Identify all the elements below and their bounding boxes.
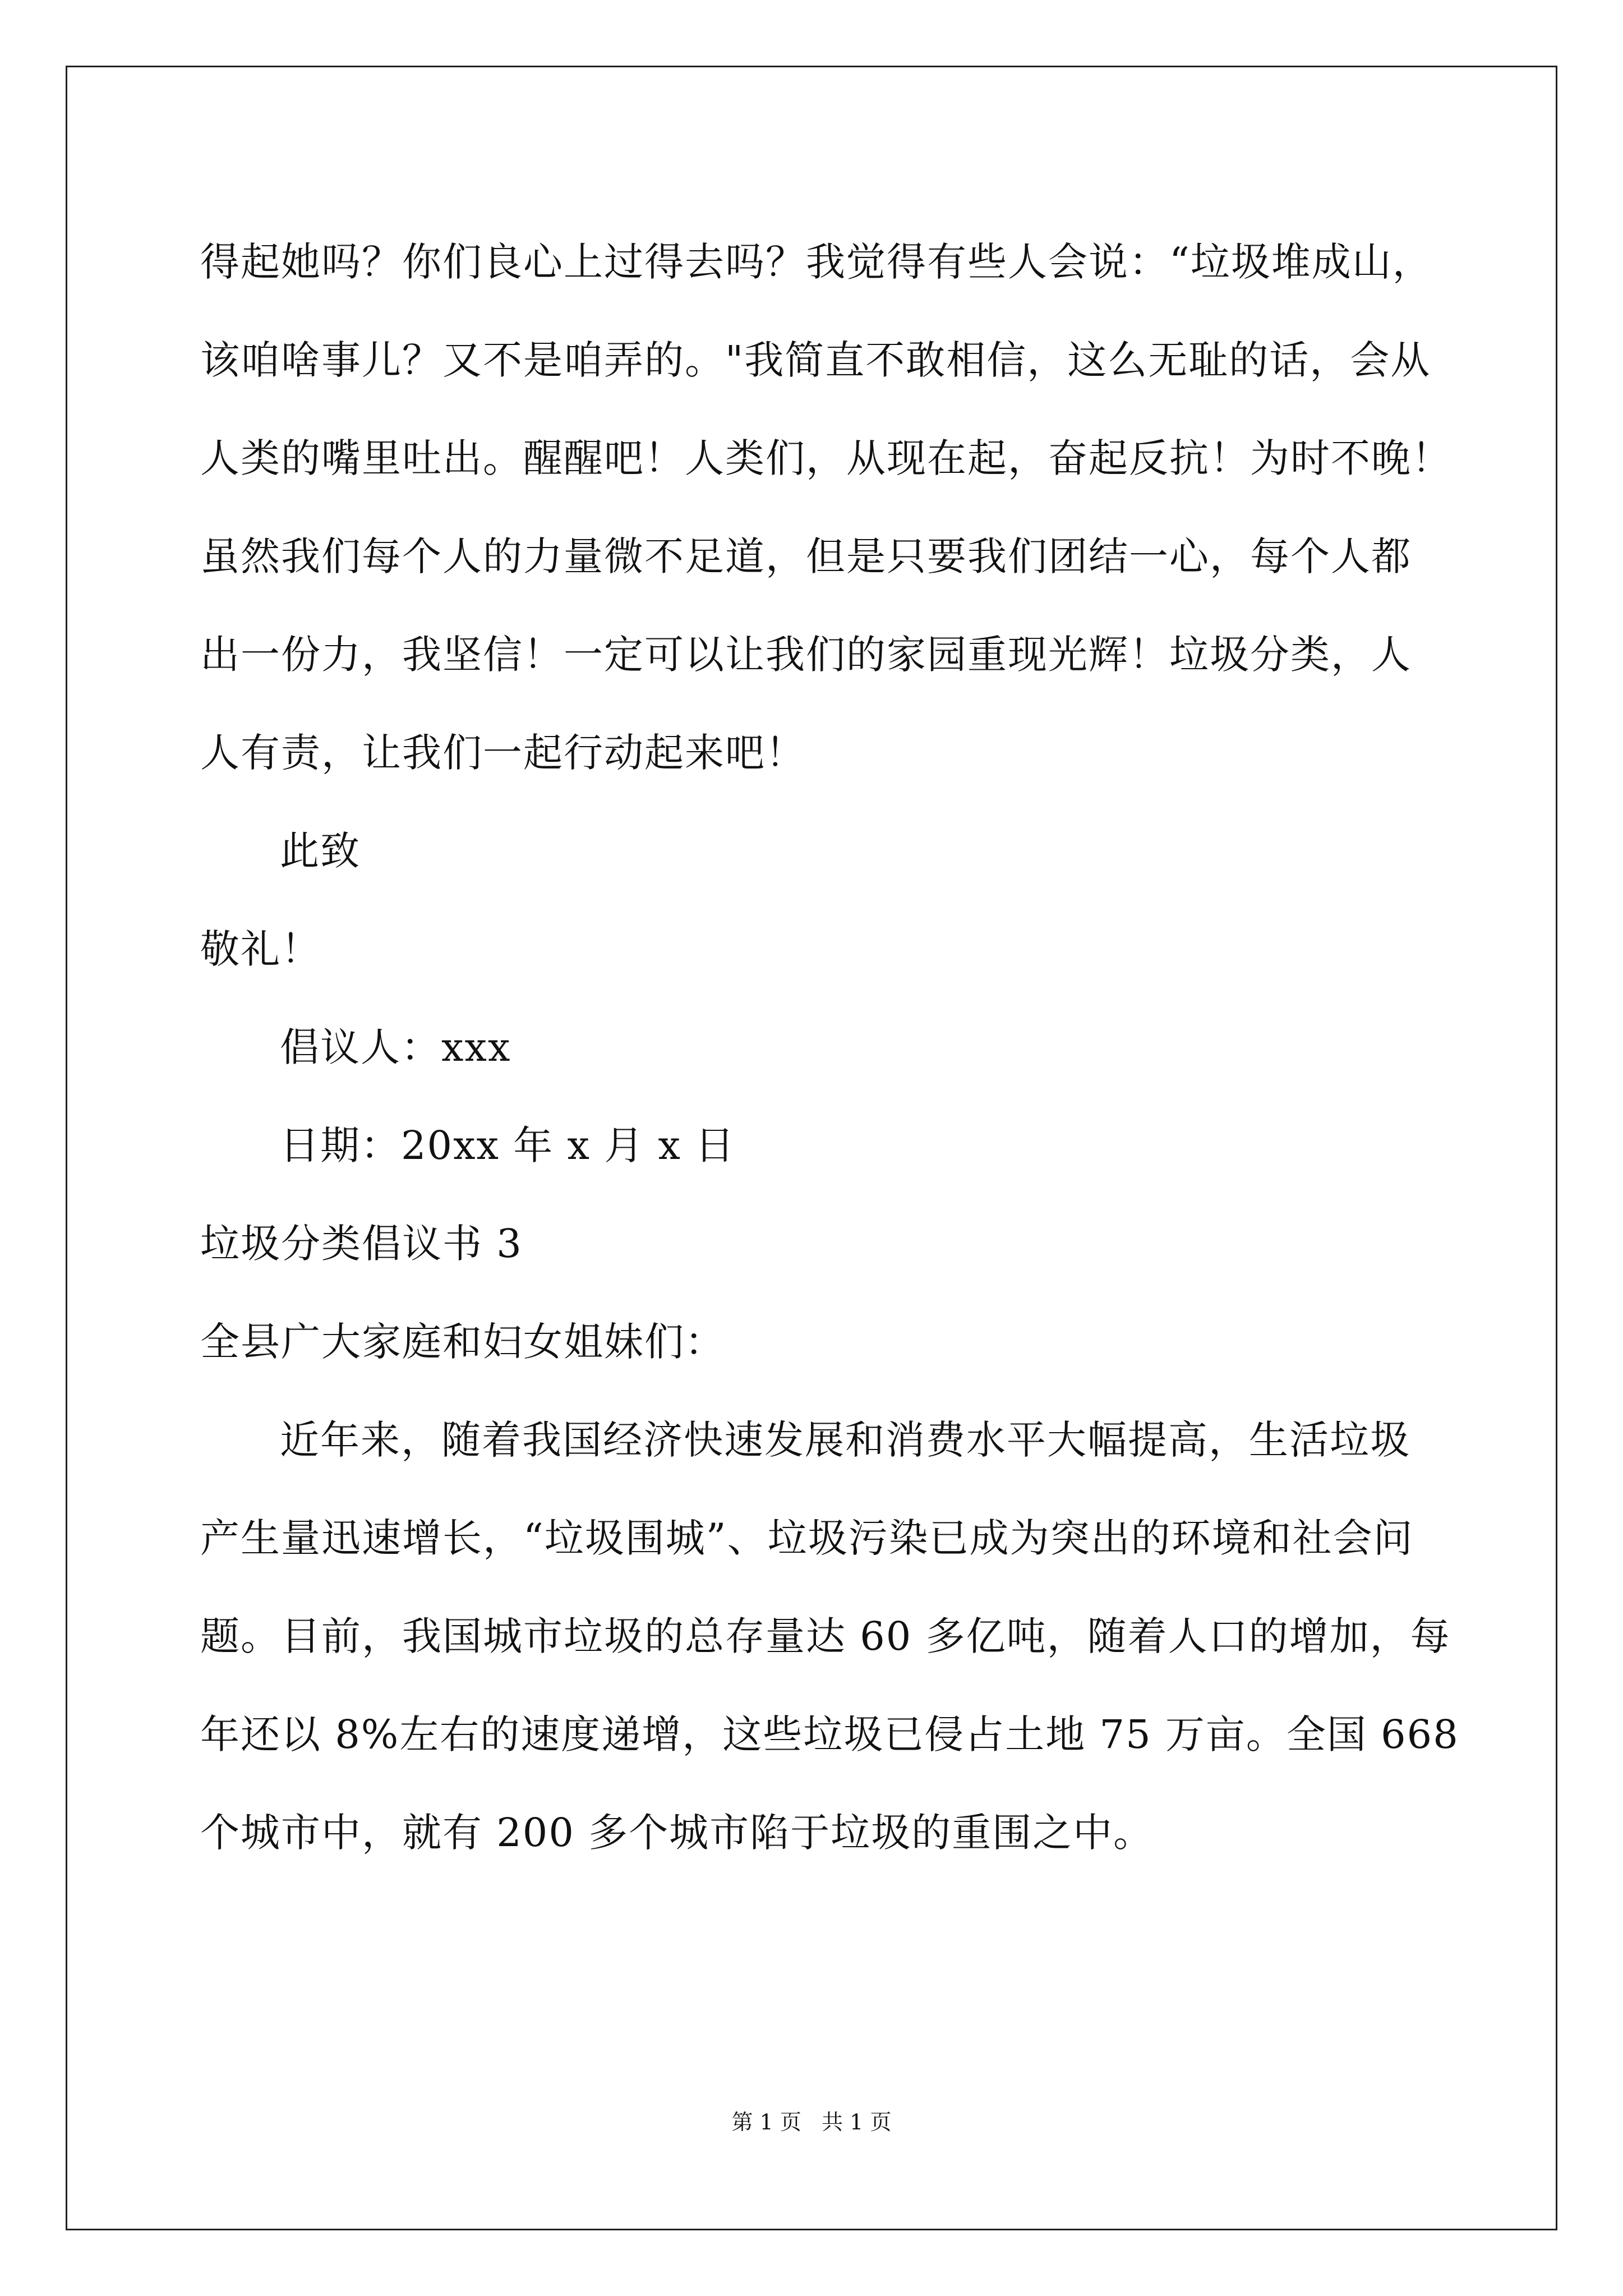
signer-text: 倡议人：xxx: [280, 1024, 511, 1070]
body-text-line: 近年来，随着我国经济快速发展和消费水平大幅提高，生活垃圾: [280, 1417, 1410, 1463]
salute-text: 敬礼！: [200, 926, 321, 972]
closing-text: 此致: [280, 828, 361, 874]
body-text-line: 题。目前，我国城市垃圾的总存量达 60 多亿吨，随着人口的增加，每: [200, 1613, 1451, 1659]
body-text-line: 虽然我们每个人的力量微不足道，但是只要我们团结一心，每个人都: [200, 533, 1412, 579]
body-text-line: 产生量迅速增长，“垃圾围城”、垃圾污染已成为突出的环境和社会问: [200, 1515, 1414, 1561]
page-footer: 第 1 页 共 1 页: [731, 2110, 892, 2134]
date-text: 日期：20xx 年 x 月 x 日: [280, 1122, 736, 1168]
greeting-text: 全县广大家庭和妇女姐妹们：: [200, 1319, 725, 1365]
document-body: [200, 213, 1459, 1882]
body-text-line: 个城市中，就有 200 多个城市陷于垃圾的重围之中。: [200, 1810, 1154, 1856]
section-title: 垃圾分类倡议书 3: [200, 1221, 523, 1267]
body-text-line: 人类的嘴里吐出。醒醒吧！人类们，从现在起，奋起反抗！为时不晚！: [200, 435, 1452, 481]
body-text-line: 人有责，让我们一起行动起来吧！: [200, 730, 806, 776]
body-text-line: 出一份力，我坚信！一定可以让我们的家园重现光辉！垃圾分类，人: [200, 632, 1412, 678]
body-text-line: 该咱啥事儿？又不是咱弄的。"我简直不敢相信，这么无耻的话，会从: [200, 337, 1431, 383]
body-text-line: 年还以 8%左右的速度递增，这些垃圾已侵占土地 75 万亩。全国 668: [200, 1711, 1459, 1757]
body-text-line: 得起她吗？你们良心上过得去吗？我觉得有些人会说：“垃圾堆成山，: [200, 239, 1433, 285]
